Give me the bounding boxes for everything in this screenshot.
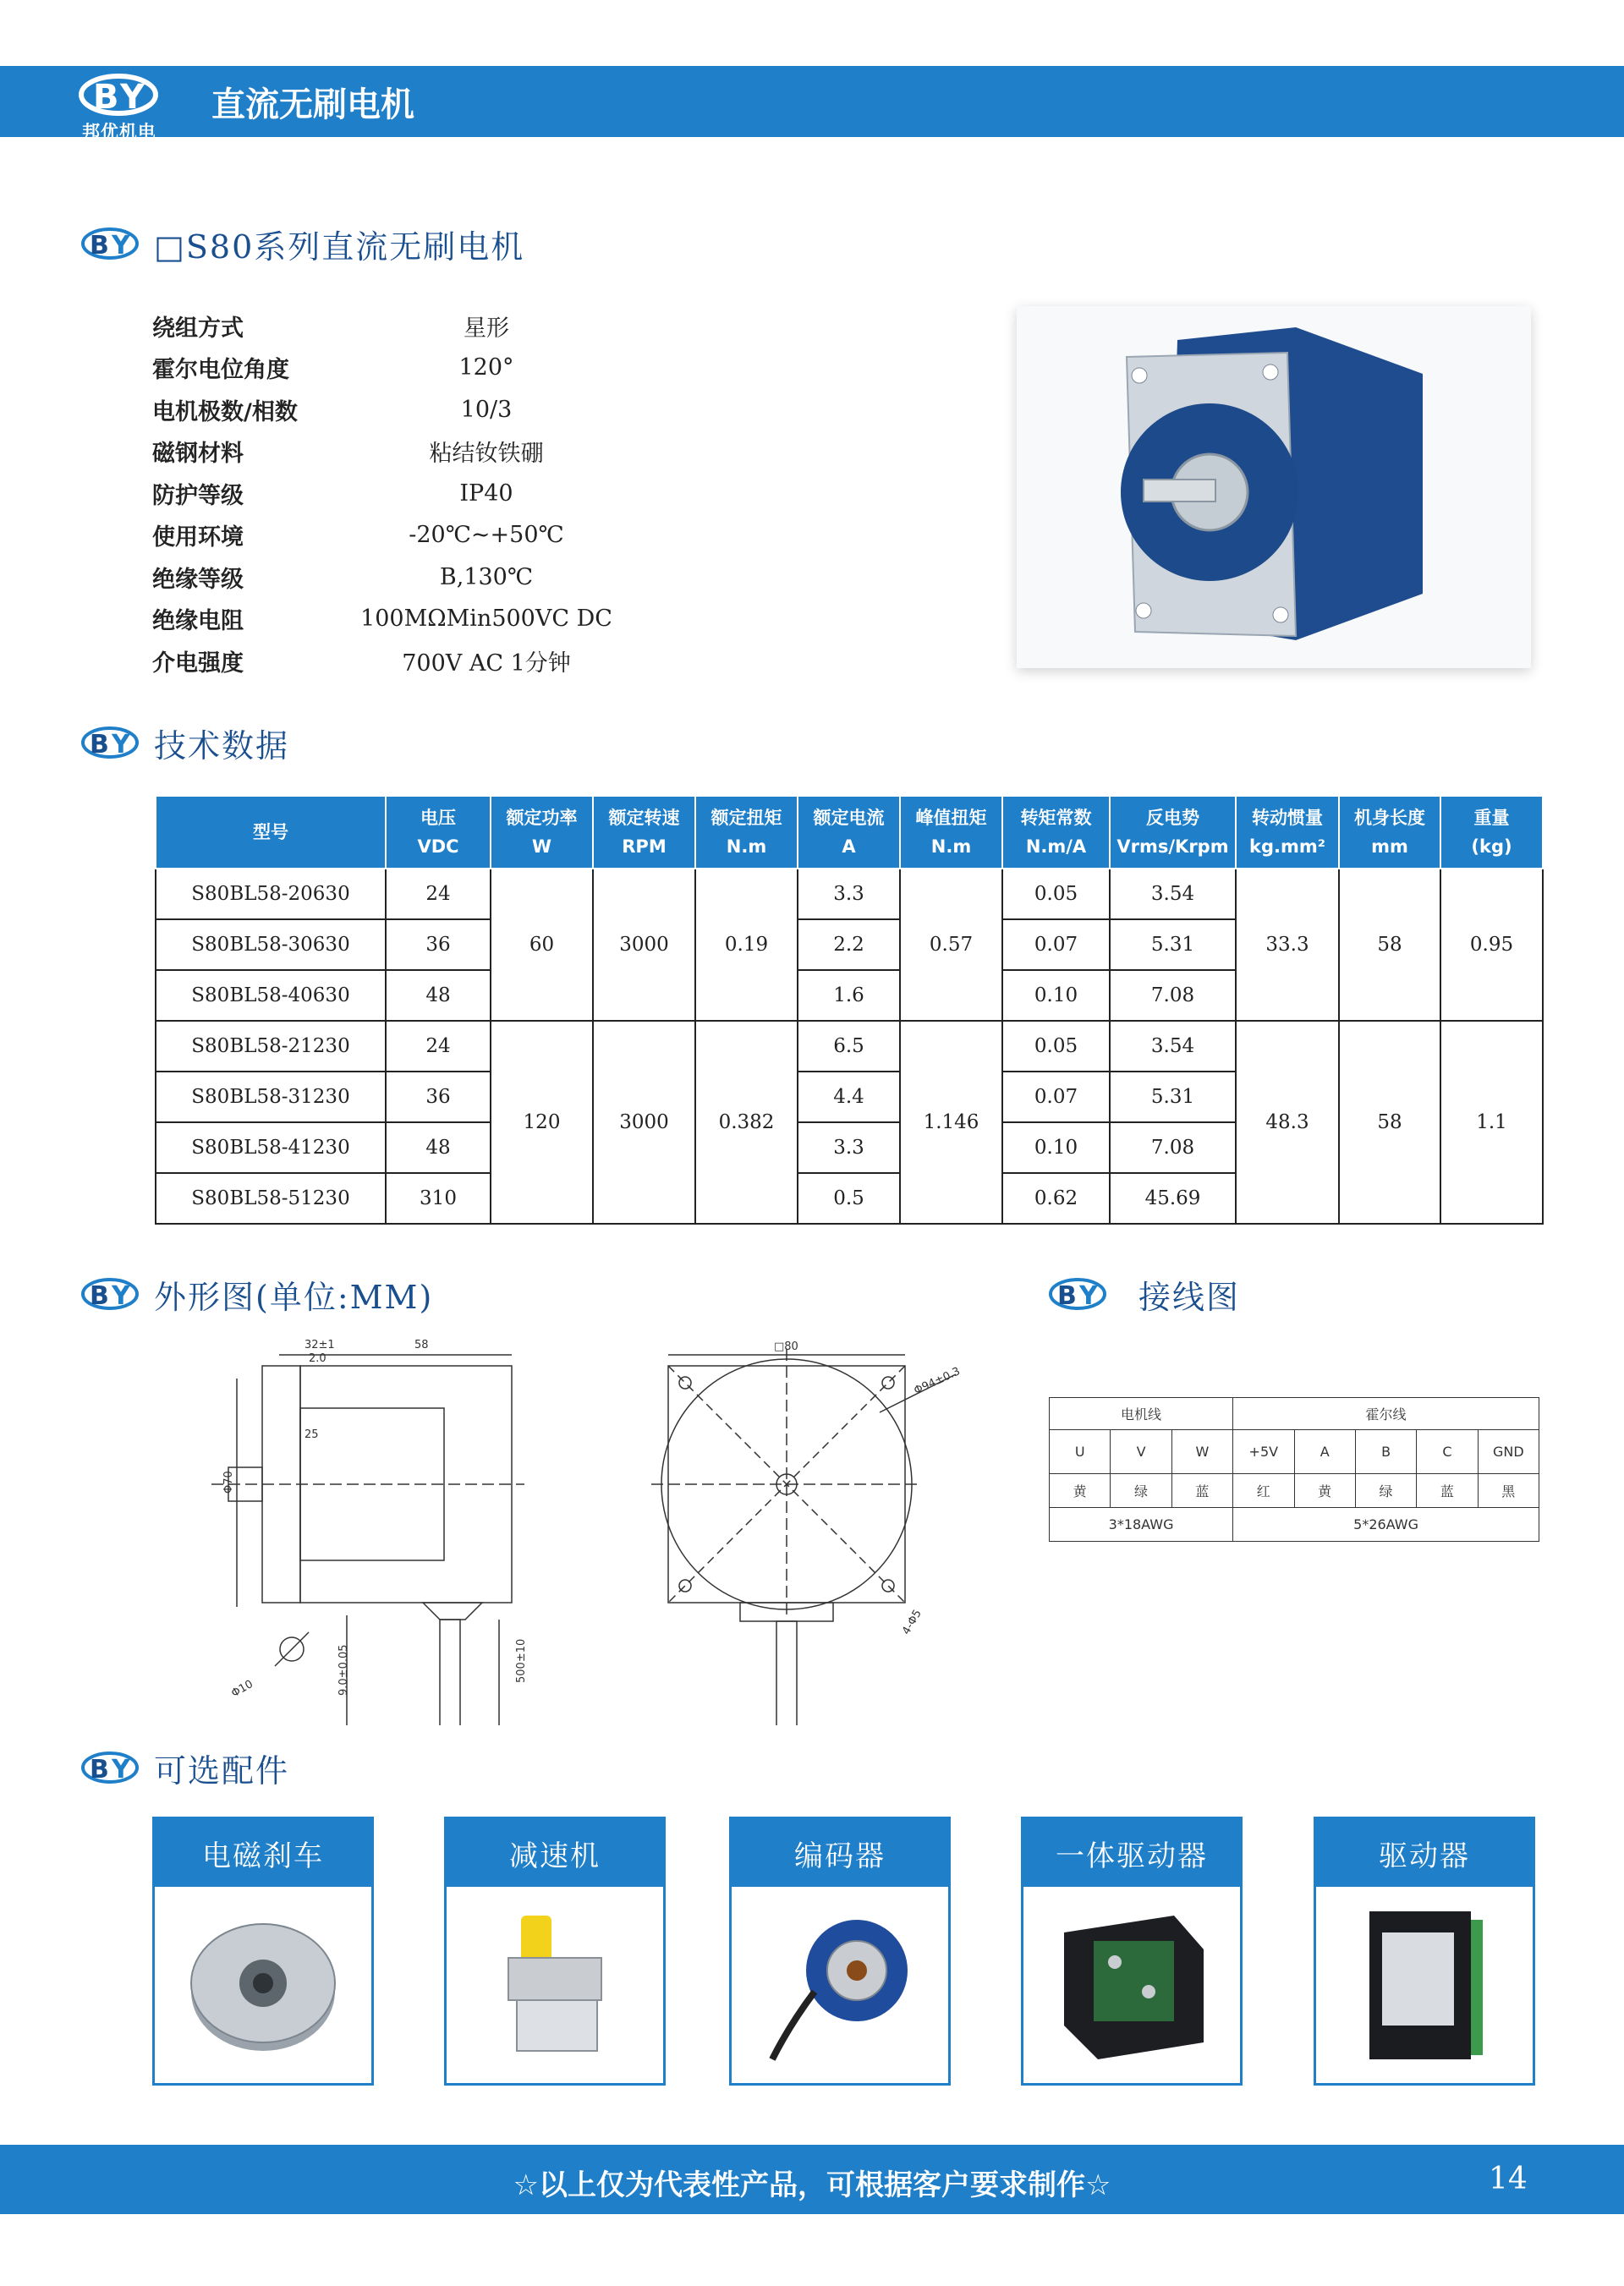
model-cell: S80BL58-30630 — [156, 919, 386, 970]
spec-row — [152, 598, 626, 640]
header-label: 峰值扭矩 — [915, 808, 987, 828]
model-cell: S80BL58-31230 — [156, 1072, 386, 1122]
tech-data-table — [155, 795, 1544, 1225]
back-emf-cell: 3.54 — [1110, 869, 1236, 919]
spec-row — [152, 304, 626, 347]
brand-mark-icon — [1045, 1270, 1111, 1318]
accessory-card-brake — [152, 1817, 374, 2086]
outline-drawing — [211, 1328, 973, 1725]
current-cell: 2.2 — [798, 919, 900, 970]
dim-label: Φ10 — [229, 1678, 255, 1701]
spec-value: 700V AC 1分钟 — [402, 650, 571, 677]
pin-row — [1050, 1430, 1539, 1474]
dim-label: 500±10 — [515, 1638, 528, 1683]
wiring-table — [1049, 1397, 1539, 1542]
header-label: 额定转速 — [608, 808, 680, 828]
pin-cell: U — [1050, 1430, 1111, 1474]
svg-text:B: B — [1057, 1281, 1077, 1311]
svg-text:Y: Y — [120, 78, 145, 117]
back-emf-cell: 7.08 — [1110, 970, 1236, 1021]
column-header — [1440, 796, 1543, 869]
driver-image — [1340, 1899, 1509, 2068]
spec-label: 电机极数/相数 — [152, 398, 298, 425]
svg-text:Y: Y — [112, 1755, 130, 1784]
torque-cell: 0.19 — [695, 869, 798, 1021]
voltage-cell: 24 — [386, 869, 491, 919]
wire-color-cell: 黄 — [1294, 1474, 1355, 1508]
column-header — [798, 796, 900, 869]
header-label: 电压 — [420, 808, 456, 828]
accessory-card-encoder — [729, 1817, 951, 2086]
wiring-title: 接线图 — [1138, 1278, 1241, 1316]
accessory-card-gearbox — [444, 1817, 666, 2086]
header-label: 额定功率 — [506, 808, 578, 828]
series-heading — [78, 218, 524, 269]
table-row — [156, 1021, 1543, 1072]
svg-text:Y: Y — [112, 1281, 130, 1311]
column-header — [1110, 796, 1236, 869]
bldc-motor-image — [1017, 306, 1531, 668]
header-label: 反电势 — [1146, 808, 1199, 828]
model-cell: S80BL58-51230 — [156, 1173, 386, 1224]
header-unit: VDC — [417, 836, 459, 857]
pin-cell: W — [1171, 1430, 1232, 1474]
power-cell: 120 — [491, 1021, 593, 1224]
wiring-heading — [1045, 1269, 1240, 1319]
encoder-image — [755, 1899, 924, 2068]
spec-label: 绝缘等级 — [152, 566, 244, 593]
header-unit: mm — [1371, 836, 1408, 857]
torque-constant-cell: 0.07 — [1002, 919, 1110, 970]
wire-color-cell: 黑 — [1478, 1474, 1539, 1508]
integrated-driver-image — [1047, 1899, 1216, 2068]
accessory-card-integrated-driver — [1021, 1817, 1243, 2086]
voltage-cell: 24 — [386, 1021, 491, 1072]
model-cell: S80BL58-21230 — [156, 1021, 386, 1072]
wire-color-cell: 红 — [1233, 1474, 1294, 1508]
table-header-row — [156, 796, 1543, 869]
dim-label: 2.0 — [309, 1352, 326, 1365]
accessory-name: 编码器 — [732, 1819, 948, 1887]
series-title: □S80系列直流无刷电机 — [154, 228, 525, 266]
header-unit: N.m/A — [1025, 836, 1087, 857]
wire-color-cell: 黄 — [1050, 1474, 1111, 1508]
peak-torque-cell: 1.146 — [900, 1021, 1002, 1224]
torque-constant-cell: 0.62 — [1002, 1173, 1110, 1224]
spec-label: 霍尔电位角度 — [152, 357, 289, 383]
brand-mark-icon — [78, 220, 144, 267]
header-label: 额定扭矩 — [710, 808, 782, 828]
weight-cell: 0.95 — [1440, 869, 1543, 1021]
model-cell: S80BL58-20630 — [156, 869, 386, 919]
column-header — [386, 796, 491, 869]
back-emf-cell: 5.31 — [1110, 1072, 1236, 1122]
footer-note: ☆以上仅为代表性产品，可根据客户要求制作☆ — [513, 2168, 1111, 2202]
hall-wire-gauge: 5*26AWG — [1233, 1508, 1539, 1542]
accessory-name: 驱动器 — [1316, 1819, 1533, 1887]
header-label: 重量 — [1473, 808, 1510, 828]
pin-cell: A — [1294, 1430, 1355, 1474]
dim-label: 9.0±0.05 — [337, 1644, 350, 1696]
wire-color-cell: 绿 — [1111, 1474, 1171, 1508]
current-cell: 6.5 — [798, 1021, 900, 1072]
spec-label: 介电强度 — [152, 650, 244, 677]
spec-value: 粘结钕铁硼 — [429, 441, 544, 467]
header-label: 额定电流 — [813, 808, 885, 828]
inertia-cell: 48.3 — [1236, 1021, 1339, 1224]
header-unit: A — [842, 836, 856, 857]
outline-title: 外形图(单位:MM) — [154, 1278, 434, 1316]
spec-value: 星形 — [464, 315, 509, 342]
dim-label: Φ94±0.3 — [912, 1365, 963, 1398]
page-title: 直流无刷电机 — [211, 85, 414, 124]
torque-constant-cell: 0.10 — [1002, 1122, 1110, 1173]
header-unit: Vrms/Krpm — [1116, 836, 1229, 857]
header-label: 机身长度 — [1354, 808, 1425, 828]
tech-heading — [78, 717, 289, 768]
current-cell: 4.4 — [798, 1072, 900, 1122]
wire-color-cell: 蓝 — [1417, 1474, 1478, 1508]
header-label: 转动惯量 — [1252, 808, 1323, 828]
spec-row — [152, 388, 626, 430]
current-cell: 0.5 — [798, 1173, 900, 1224]
pin-cell: C — [1417, 1430, 1478, 1474]
torque-constant-cell: 0.05 — [1002, 869, 1110, 919]
torque-cell: 0.382 — [695, 1021, 798, 1224]
dim-label: 25 — [304, 1428, 319, 1441]
column-header — [1339, 796, 1440, 869]
voltage-cell: 310 — [386, 1173, 491, 1224]
motor-wire-group: 电机线 — [1050, 1398, 1233, 1430]
voltage-cell: 36 — [386, 1072, 491, 1122]
back-emf-cell: 5.31 — [1110, 919, 1236, 970]
brand-mark-icon — [78, 719, 144, 766]
brake-image — [178, 1899, 348, 2068]
spec-label: 防护等级 — [152, 482, 244, 509]
accessory-name: 减速机 — [447, 1819, 663, 1887]
weight-cell: 1.1 — [1440, 1021, 1543, 1224]
column-header — [1002, 796, 1110, 869]
svg-text:Y: Y — [112, 730, 130, 759]
back-emf-cell: 7.08 — [1110, 1122, 1236, 1173]
speed-cell: 3000 — [593, 1021, 695, 1224]
dim-label: 4-Φ5 — [900, 1607, 924, 1637]
column-header — [1236, 796, 1339, 869]
spec-value: IP40 — [459, 480, 513, 507]
svg-text:Y: Y — [112, 231, 130, 260]
svg-text:B: B — [90, 231, 109, 260]
spec-value: 120° — [458, 354, 514, 381]
header-unit: N.m — [726, 836, 767, 857]
torque-constant-cell: 0.07 — [1002, 1072, 1110, 1122]
header-unit: RPM — [622, 836, 667, 857]
color-row — [1050, 1474, 1539, 1508]
accessory-name: 一体驱动器 — [1023, 1819, 1240, 1887]
voltage-cell: 48 — [386, 1122, 491, 1173]
wire-color-cell: 蓝 — [1171, 1474, 1232, 1508]
spec-label: 绕组方式 — [152, 315, 244, 342]
spec-value: B,130℃ — [439, 563, 534, 590]
dim-label: □80 — [774, 1340, 798, 1353]
header-unit: N.m — [930, 836, 972, 857]
inertia-cell: 33.3 — [1236, 869, 1339, 1021]
gearbox-image — [470, 1899, 639, 2068]
column-header — [491, 796, 593, 869]
voltage-cell: 36 — [386, 919, 491, 970]
tech-title: 技术数据 — [154, 726, 290, 765]
motor-photo — [1017, 306, 1531, 668]
header-unit: kg.mm² — [1249, 836, 1325, 857]
accessory-name: 电磁刹车 — [155, 1819, 371, 1887]
current-cell: 1.6 — [798, 970, 900, 1021]
column-header — [156, 796, 386, 869]
dim-label: 32±1 — [304, 1339, 335, 1351]
torque-constant-cell: 0.10 — [1002, 970, 1110, 1021]
spec-value: -20℃~+50℃ — [409, 522, 564, 548]
pin-cell: B — [1355, 1430, 1416, 1474]
spec-row — [152, 639, 626, 682]
pin-cell: GND — [1478, 1430, 1539, 1474]
back-emf-cell: 3.54 — [1110, 1021, 1236, 1072]
brand-mark-icon — [78, 1270, 144, 1318]
spec-label: 绝缘电阻 — [152, 608, 244, 634]
outline-heading — [78, 1269, 433, 1319]
power-cell: 60 — [491, 869, 593, 1021]
model-cell: S80BL58-41230 — [156, 1122, 386, 1173]
hall-wire-group: 霍尔线 — [1233, 1398, 1539, 1430]
speed-cell: 3000 — [593, 869, 695, 1021]
dim-label: 58 — [414, 1339, 429, 1351]
voltage-cell: 48 — [386, 970, 491, 1021]
svg-text:B: B — [90, 730, 109, 759]
column-header — [900, 796, 1002, 869]
length-cell: 58 — [1339, 869, 1440, 1021]
motor-wire-gauge: 3*18AWG — [1050, 1508, 1233, 1542]
spec-row — [152, 347, 626, 389]
header-unit: W — [531, 836, 552, 857]
spec-row — [152, 514, 626, 556]
spec-row — [152, 556, 626, 598]
wire-color-cell: 绿 — [1355, 1474, 1416, 1508]
current-cell: 3.3 — [798, 869, 900, 919]
spec-label: 使用环境 — [152, 524, 244, 551]
back-emf-cell: 45.69 — [1110, 1173, 1236, 1224]
peak-torque-cell: 0.57 — [900, 869, 1002, 1021]
spec-label: 磁钢材料 — [152, 441, 244, 467]
length-cell: 58 — [1339, 1021, 1440, 1224]
company-logo-text: 邦优机电 — [82, 122, 156, 142]
svg-text:B: B — [93, 78, 119, 117]
column-header — [695, 796, 798, 869]
pin-cell: +5V — [1233, 1430, 1294, 1474]
accessories-heading — [78, 1742, 289, 1793]
accessory-card-driver — [1314, 1817, 1535, 2086]
spec-value: 10/3 — [460, 396, 513, 423]
header-unit: (kg) — [1471, 836, 1512, 857]
column-header — [593, 796, 695, 869]
spec-row — [152, 430, 626, 473]
page-number: 14 — [1489, 2162, 1528, 2196]
svg-text:B: B — [90, 1281, 109, 1311]
brand-mark-icon — [78, 1744, 144, 1791]
pin-cell: V — [1111, 1430, 1171, 1474]
dim-label: Φ70 — [222, 1471, 235, 1494]
spec-row — [152, 472, 626, 514]
accessories-title: 可选配件 — [154, 1752, 290, 1790]
model-cell: S80BL58-40630 — [156, 970, 386, 1021]
spec-value: 100MΩMin500VC DC — [360, 606, 612, 632]
svg-text:B: B — [90, 1755, 109, 1784]
table-row — [156, 869, 1543, 919]
header-label: 转矩常数 — [1020, 808, 1092, 828]
header-label: 型号 — [253, 822, 288, 842]
torque-constant-cell: 0.05 — [1002, 1021, 1110, 1072]
svg-text:Y: Y — [1079, 1281, 1098, 1311]
current-cell: 3.3 — [798, 1122, 900, 1173]
